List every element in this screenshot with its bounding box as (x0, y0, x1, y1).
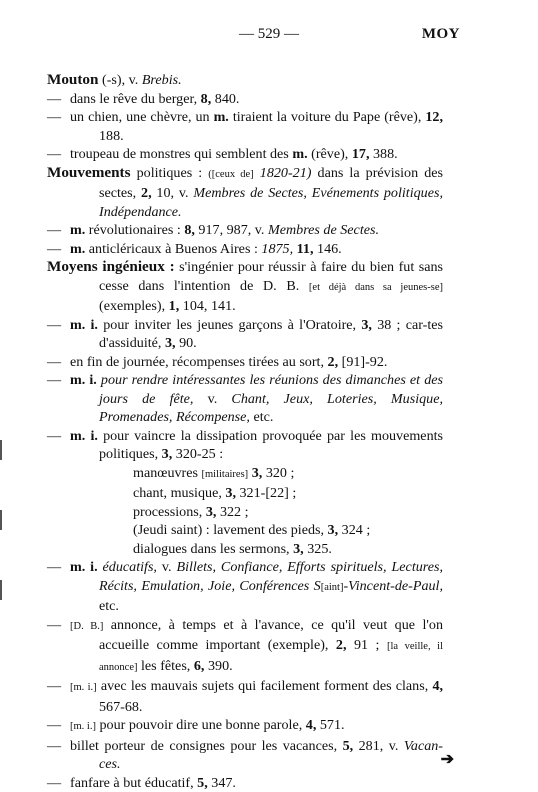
sub-entry (47, 108, 443, 145)
cross-ref-s: S (313, 577, 321, 594)
dash: — (47, 222, 62, 238)
abbr: m. i. (70, 316, 98, 333)
volume: 2, (335, 637, 347, 653)
editor-note: [la veille, il annonce] (99, 641, 443, 673)
pages: 567-68. (99, 698, 143, 715)
pages: 90. (179, 335, 197, 351)
margin-mark (0, 440, 2, 460)
pages: 91 ; (353, 637, 380, 653)
volume: 8, (200, 90, 212, 107)
sub-entry (47, 90, 443, 109)
pages: 322 ; (219, 503, 249, 520)
margin-mark (0, 510, 2, 530)
text: pour rendre intéressantes les réunions des dimanches et des jours de fête, (99, 372, 443, 407)
pages: 10, v. (156, 185, 189, 201)
sub-entry (47, 316, 443, 353)
sub-entry (47, 616, 443, 678)
text: dans le rêve du berger, (70, 90, 198, 107)
grammar: (-s), (102, 72, 126, 88)
dash: — (47, 316, 62, 333)
headword: Mouvements (47, 163, 131, 181)
text: pour pouvoir dire une bonne parole, (99, 717, 303, 733)
pages: 390. (207, 657, 233, 674)
dash: — (47, 559, 62, 575)
sub-entry (47, 353, 443, 372)
pages: 320-25 : (175, 446, 224, 462)
etc: etc. (253, 409, 274, 425)
pages: 917, 987, v. (198, 222, 265, 238)
date: 1820-21) (259, 164, 312, 181)
abbr: m. i. (70, 427, 98, 444)
list-item (47, 540, 443, 559)
cross-refs: Chant, Jeux, Loteries, Musique, Promenades, Récompense, (99, 390, 443, 425)
text: manœuvres (133, 464, 198, 481)
text: anticléricaux à Buenos Aires : (88, 240, 258, 257)
abbr: m. (70, 240, 86, 257)
volume: 3, (293, 540, 304, 557)
dash: — (47, 678, 62, 694)
text: dialogues dans les sermons, (133, 540, 290, 557)
volume: 3, (205, 503, 217, 520)
editor-note: [et déjà dans sa jeunes-se] (308, 281, 443, 293)
abbr: m. i. (70, 559, 98, 575)
volume: 3, (251, 464, 263, 481)
volume: 2, (141, 185, 152, 201)
pages: 388. (373, 146, 398, 162)
volume: 5, (342, 737, 354, 754)
see-label: v. (207, 390, 218, 407)
sub-entry (47, 240, 443, 259)
text: processions, (133, 503, 203, 520)
headword: Moyens ingénieux : (47, 258, 175, 275)
dash: — (47, 774, 62, 791)
volume: 3, (164, 335, 176, 351)
sub-entry (47, 677, 443, 716)
text: (Jeudi saint) : lavement des pieds, (133, 522, 325, 538)
volume: 3, (361, 316, 372, 333)
abbr: m. (292, 146, 308, 162)
volume: 8, (184, 222, 195, 238)
editor-note: [aint] (320, 581, 344, 593)
volume: 3, (161, 446, 173, 462)
pages: 840. (214, 90, 240, 107)
dash: — (47, 353, 62, 370)
text: chant, musique, (133, 485, 222, 501)
dash: — (47, 427, 62, 444)
etc: etc. (99, 598, 119, 614)
volume: 4, (305, 717, 317, 733)
text: troupeau de monstres qui semblent des (70, 146, 289, 162)
text: pour vaincre la dissipation provoquée par les mouvements politiques, (99, 427, 444, 462)
editor-note: [D. B.] (70, 620, 104, 632)
list-item (47, 484, 443, 503)
pages: 188. (99, 127, 124, 144)
index-text (47, 71, 443, 792)
sub-entry (47, 774, 443, 792)
page-number: — 529 — (239, 26, 299, 42)
pages: 324 ; (341, 522, 371, 538)
list-item (47, 464, 443, 485)
pages: 347. (211, 774, 236, 791)
text: tiraient la voiture du Pape (rêve), (232, 109, 422, 125)
text: s'ingénier pour réussir à faire du bien fut sans cesse dans l'intention de D. B. (99, 259, 444, 294)
text: dans la prévision des sectes, (99, 164, 443, 201)
text: pour inviter les jeunes garçons à l'Oratoire, (103, 316, 357, 333)
abbr: m. i. (70, 372, 97, 388)
volume: 2, (327, 353, 339, 370)
volume: 12, (425, 109, 443, 125)
pages: 281, v. (358, 737, 399, 754)
cross-ref: Vacan-ces. (99, 737, 443, 772)
dash: — (47, 109, 62, 125)
text: révolutionaires : (88, 222, 181, 238)
dash: — (47, 717, 62, 733)
pages: 38 ; car-tes d'assiduité, (99, 316, 443, 351)
entry-mouton (47, 71, 443, 90)
cross-ref-rest: -Vincent-de-Paul, (343, 577, 443, 594)
volume: 17, (351, 146, 370, 162)
sub-entry (47, 145, 443, 164)
volume: 11, (296, 240, 314, 257)
date: 1875, (261, 240, 294, 257)
headword: Mouton (47, 71, 99, 88)
volume: 4, (432, 678, 444, 694)
dash: — (47, 737, 62, 754)
cross-refs: Billets, Confiance, Efforts spirituels, Lectures, Récits, Emulation, Joie, Conférences (99, 559, 444, 594)
cross-ref: Brebis. (141, 72, 182, 88)
text: en fin de journée, récompenses tirées au sort, (70, 353, 324, 370)
text: fanfare à but éducatif, (70, 774, 194, 791)
abbr: m. (70, 222, 86, 238)
entry-mouvements (47, 164, 443, 222)
editor-note: ([ceux de] (208, 168, 254, 180)
continue-arrow-icon: ➔ (440, 751, 454, 768)
text: (rêve), (311, 146, 349, 162)
text: (exemples), (99, 298, 166, 314)
volume: 6, (193, 657, 205, 674)
see-label: v. (161, 559, 172, 575)
text: politiques : (136, 164, 203, 181)
text: annonce, à temps et à l'avance, ce qu'il veut que l'on accueille comme important (exemple), (99, 616, 443, 653)
volume: 3, (225, 485, 236, 501)
text: avec les mauvais sujets qui facilement forment des clans, (100, 678, 429, 694)
text: un chien, une chèvre, un (70, 109, 210, 125)
pages: 320 ; (265, 464, 295, 481)
sub-entry (47, 221, 443, 240)
volume: 1, (168, 298, 180, 314)
editor-note: [m. i.] (70, 682, 97, 693)
cross-refs: Membres de Sectes, Evénements politiques, Indépendance. (99, 185, 443, 220)
sub-entry (47, 737, 443, 774)
running-head: MOY (421, 26, 460, 42)
pages: 104, 141. (182, 298, 236, 314)
editor-note: [militaires] (201, 468, 249, 480)
dash: — (47, 240, 62, 257)
margin-mark (0, 580, 2, 600)
list-item (47, 503, 443, 522)
sub-entry (47, 558, 443, 616)
dash: — (47, 90, 62, 107)
text: éducatifs, (102, 559, 157, 575)
sub-entry (47, 427, 443, 464)
pages: 146. (317, 240, 342, 257)
pages: 321-[22] ; (239, 485, 297, 501)
dash: — (47, 616, 62, 633)
entry-moyens-ingenieux (47, 258, 443, 316)
abbr: m. (213, 109, 229, 125)
pages: 325. (307, 540, 332, 557)
cross-ref: Membres de Sectes. (267, 222, 379, 238)
dash: — (47, 146, 62, 162)
sub-entry (47, 716, 443, 737)
text: billet porteur de consignes pour les vacances, (70, 737, 338, 754)
volume: 3, (327, 522, 339, 538)
pages: 571. (319, 717, 345, 733)
text: les fêtes, (141, 657, 191, 674)
see-label: v. (128, 72, 139, 88)
sub-entry (47, 371, 443, 427)
editor-note: [m. i.] (70, 721, 96, 732)
volume: 5, (197, 774, 208, 791)
dash: — (47, 372, 62, 388)
list-item (47, 521, 443, 540)
pages: [91]-92. (341, 353, 388, 370)
